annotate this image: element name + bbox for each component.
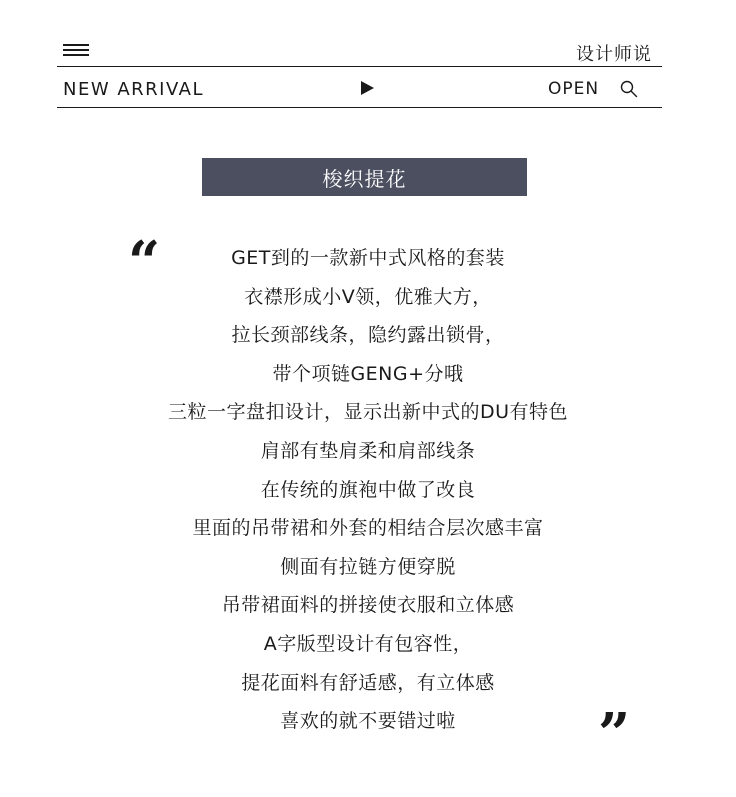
section-title-banner: 梭织提花 bbox=[202, 158, 527, 196]
new-arrival-link[interactable]: NEW ARRIVAL bbox=[63, 79, 204, 100]
designer-says-title: 设计师说 bbox=[576, 44, 652, 65]
description-line: GET到的一款新中式风格的套装 bbox=[231, 247, 505, 269]
header-divider-bottom bbox=[57, 107, 662, 108]
description-line: 拉长颈部线条，隐约露出锁骨， bbox=[231, 324, 505, 347]
open-link[interactable]: OPEN bbox=[548, 79, 600, 99]
description-line: 肩部有垫肩柔和肩部线条 bbox=[260, 439, 476, 462]
description-line: 带个项链GENG+分哦 bbox=[272, 362, 464, 385]
play-icon[interactable] bbox=[361, 81, 374, 95]
description-lines bbox=[0, 239, 736, 741]
description-line: 侧面有拉链方便穿脱 bbox=[280, 555, 456, 578]
description-line: 吊带裙面料的拼接使衣服和立体感 bbox=[221, 594, 515, 617]
description-line: 衣襟形成小V领，优雅大方， bbox=[244, 285, 492, 308]
description-line: 里面的吊带裙和外套的相结合层次感丰富 bbox=[192, 517, 544, 540]
description-line: A字版型设计有包容性， bbox=[263, 632, 473, 655]
header-bar bbox=[57, 36, 662, 108]
description-line: 在传统的旗袍中做了改良 bbox=[260, 478, 476, 501]
search-icon[interactable] bbox=[620, 80, 638, 98]
description-line: 三粒一字盘扣设计，显示出新中式的DU有特色 bbox=[167, 401, 569, 424]
description-line: 喜欢的就不要错过啦 bbox=[280, 710, 456, 733]
close-quote-mark: ” bbox=[598, 701, 625, 767]
hamburger-menu-icon[interactable] bbox=[63, 44, 89, 58]
nav-row bbox=[57, 67, 662, 107]
open-quote-mark: “ bbox=[128, 229, 155, 295]
description-line: 提花面料有舒适感，有立体感 bbox=[241, 671, 495, 694]
